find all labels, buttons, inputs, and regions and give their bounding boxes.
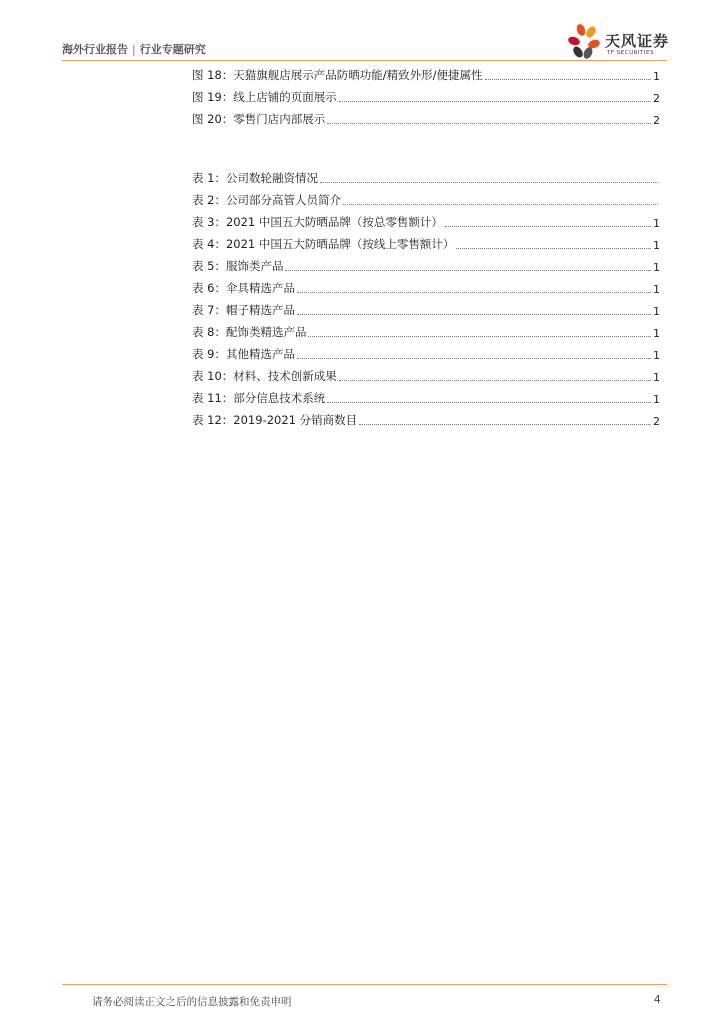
toc-title: 其他精选产品 (225, 347, 295, 361)
toc-page: 1 (653, 261, 660, 274)
toc-page: 1 (653, 327, 660, 340)
toc-leader-dots (297, 357, 651, 359)
toc-leader-dots (485, 78, 651, 80)
tf-securities-logo (567, 22, 677, 62)
toc-title: 部分信息技术系统 (233, 391, 326, 405)
toc-leader-dots (327, 401, 651, 403)
toc-title: 2019-2021 分销商数目 (233, 413, 358, 427)
toc-title: 天猫旗舰店展示产品防晒功能/精致外形/便捷属性 (233, 68, 483, 82)
toc-label: 表 6： (192, 281, 226, 295)
toc-leader-dots (308, 335, 651, 337)
toc-page: 1 (653, 371, 660, 384)
toc-leader-dots (339, 379, 651, 381)
toc-label: 表 2： (192, 193, 226, 207)
toc-entry-table-3[interactable] (192, 214, 660, 230)
toc-title: 公司部分高管人员简介 (225, 193, 341, 207)
toc-label: 表 11： (192, 391, 234, 405)
toc-entry-table-4[interactable] (192, 236, 660, 252)
toc-label: 表 4： (192, 237, 226, 251)
toc-entry-table-1[interactable] (192, 170, 660, 186)
toc-title: 2021 中国五大防晒品牌（按总零售额计） (225, 215, 443, 229)
footer-rule (62, 984, 667, 985)
report-subtype: 行业专题研究 (139, 43, 206, 56)
page-number: 4 (654, 994, 661, 1006)
toc-label: 表 5： (192, 259, 226, 273)
toc-leader-dots (339, 100, 651, 102)
toc-title: 配饰类精选产品 (225, 325, 307, 339)
toc-page: 1 (653, 217, 660, 230)
toc-entry-table-11[interactable] (192, 390, 660, 406)
toc-entry-figure-19[interactable] (192, 89, 660, 105)
toc-entry-figure-18[interactable] (192, 67, 660, 83)
toc-label: 表 1： (192, 171, 226, 185)
toc-label: 表 9： (192, 347, 226, 361)
logo-english-name: TF SECURITIES (607, 50, 654, 56)
toc-entry-table-6[interactable] (192, 280, 660, 296)
toc-title: 零售门店内部展示 (233, 112, 326, 126)
toc-page: 1 (653, 349, 660, 362)
toc-page: 2 (653, 114, 660, 127)
toc-label: 图 18： (192, 68, 234, 82)
toc-leader-dots (445, 225, 651, 227)
toc-entry-table-7[interactable] (192, 302, 660, 318)
toc-page: 1 (653, 283, 660, 296)
toc-leader-dots (285, 269, 651, 271)
toc-entry-table-10[interactable] (192, 368, 660, 384)
toc-leader-dots (297, 313, 651, 315)
toc-page: 2 (653, 415, 660, 428)
toc-title: 公司数轮融资情况 (225, 171, 318, 185)
toc-label: 图 19： (192, 90, 234, 104)
report-type: 海外行业报告 (62, 43, 128, 56)
toc-page: 1 (653, 393, 660, 406)
toc-leader-dots (359, 423, 651, 425)
toc-title: 2021 中国五大防晒品牌（按线上零售额计） (225, 237, 455, 251)
toc-leader-dots (297, 291, 651, 293)
header-separator: | (132, 43, 136, 56)
toc-label: 表 12： (192, 413, 234, 427)
toc-entry-table-12[interactable] (192, 412, 660, 428)
toc-leader-dots (320, 181, 658, 183)
toc-title: 服饰类产品 (225, 259, 284, 273)
toc-label: 表 10： (192, 369, 234, 383)
logo-name: 天风证券 (605, 32, 670, 50)
toc-entry-figure-20[interactable] (192, 111, 660, 127)
toc-leader-dots (456, 247, 651, 249)
toc-leader-dots (343, 203, 658, 205)
toc-title: 伞具精选产品 (225, 281, 295, 295)
footer-disclaimer: 请务必阅读正文之后的信息披露和免责申明 (92, 996, 292, 1008)
toc-title: 线上店铺的页面展示 (233, 90, 337, 104)
toc-label: 表 3： (192, 215, 226, 229)
toc-label: 图 20： (192, 112, 234, 126)
toc-label: 表 7： (192, 303, 226, 317)
toc-page: 1 (653, 239, 660, 252)
toc-entry-table-5[interactable] (192, 258, 660, 274)
toc-title: 帽子精选产品 (225, 303, 295, 317)
toc-label: 表 8： (192, 325, 226, 339)
toc-page: 1 (653, 305, 660, 318)
toc-entry-table-9[interactable] (192, 346, 660, 362)
toc-entry-table-2[interactable] (192, 192, 660, 208)
toc-leader-dots (327, 122, 651, 124)
toc-page: 1 (653, 70, 660, 83)
report-category (62, 41, 206, 57)
toc-title: 材料、技术创新成果 (233, 369, 337, 383)
toc-entry-table-8[interactable] (192, 324, 660, 340)
header-rule (62, 60, 667, 61)
logo-flower-icon (567, 22, 603, 62)
toc-page: 2 (653, 92, 660, 105)
